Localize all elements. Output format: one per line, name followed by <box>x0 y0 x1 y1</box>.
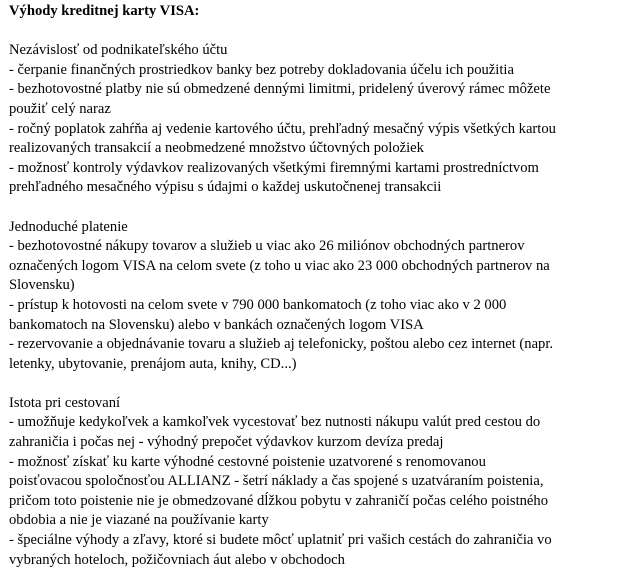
text-line: - možnosť získať ku karte výhodné cestovné poistenie uzatvorené s renomovanou <box>9 453 486 470</box>
section-simple-payment <box>9 218 612 375</box>
text-line: prehľadného mesačného výpisu s údajmi o každej uskutočnenej transakcii <box>9 179 442 196</box>
text-line: realizovaných transakcií a neobmedzené množstvo účtovných položiek <box>9 140 424 157</box>
text-line: - čerpanie finančných prostriedkov banky bez potreby dokladovania účelu ich použitia <box>9 61 514 78</box>
text-line: vybraných hoteloch, požičovniach áut alebo v obchodoch <box>9 551 345 568</box>
section-travel-security <box>9 394 612 570</box>
text-line: označených logom VISA na celom svete (z toho u viac ako 23 000 obchodných partnerov na <box>9 257 550 274</box>
text-line: bankomatoch na Slovensku) alebo v bankách označených logom VISA <box>9 316 424 333</box>
text-line: Slovensku) <box>9 277 75 294</box>
text-line: obdobia a nie je viazané na používanie karty <box>9 512 269 529</box>
section-heading: Nezávislosť od podnikateľského účtu <box>9 42 228 59</box>
text-line: - prístup k hotovosti na celom svete v 790 000 bankomatoch (z toho viac ako v 2 000 <box>9 296 507 313</box>
text-line: poisťovacou spoločnosťou ALLIANZ - šetrí náklady a čas spojené s uzatváraním poistenia, <box>9 473 544 490</box>
text-line: - umožňuje kedykoľvek a kamkoľvek vycestovať bez nutnosti nákupu valút pred cestou do <box>9 414 541 431</box>
text-line: zahraničia i počas nej - výhodný prepočet výdavkov kurzom devíza predaj <box>9 434 444 451</box>
text-line: pričom toto poistenie nie je obmedzované dĺžkou pobytu v zahraničí počas celého poistného <box>9 492 548 509</box>
text-line: - bezhotovostné nákupy tovarov a služieb u viac ako 26 miliónov obchodných partnerov <box>9 238 525 255</box>
text-line: - rezervovanie a objednávanie tovaru a služieb aj telefonicky, poštou alebo cez internet (napr. <box>9 336 554 353</box>
document-title: Výhody kreditnej karty VISA: <box>9 3 200 19</box>
text-line: - ročný poplatok zahŕňa aj vedenie kartového účtu, prehľadný mesačný výpis všetkých kartou <box>9 120 556 137</box>
text-line: - bezhotovostné platby nie sú obmedzené dennými limitmi, pridelený úverový rámec môžete <box>9 81 551 98</box>
spacer <box>9 198 612 218</box>
spacer <box>9 22 612 42</box>
text-line: - možnosť kontroly výdavkov realizovaných všetkými firemnými kartami prostredníctvom <box>9 159 539 176</box>
text-line: letenky, ubytovanie, prenájom auta, knihy, CD...) <box>9 355 297 372</box>
section-independence <box>9 41 612 198</box>
section-heading: Istota pri cestovaní <box>9 394 121 411</box>
section-heading: Jednoduché platenie <box>9 218 128 235</box>
text-line: - špeciálne výhody a zľavy, ktoré si budete môcť uplatniť pri vašich cestách do zahraničia vo <box>9 532 552 549</box>
spacer <box>9 374 612 394</box>
text-line: použiť celý naraz <box>9 100 111 117</box>
